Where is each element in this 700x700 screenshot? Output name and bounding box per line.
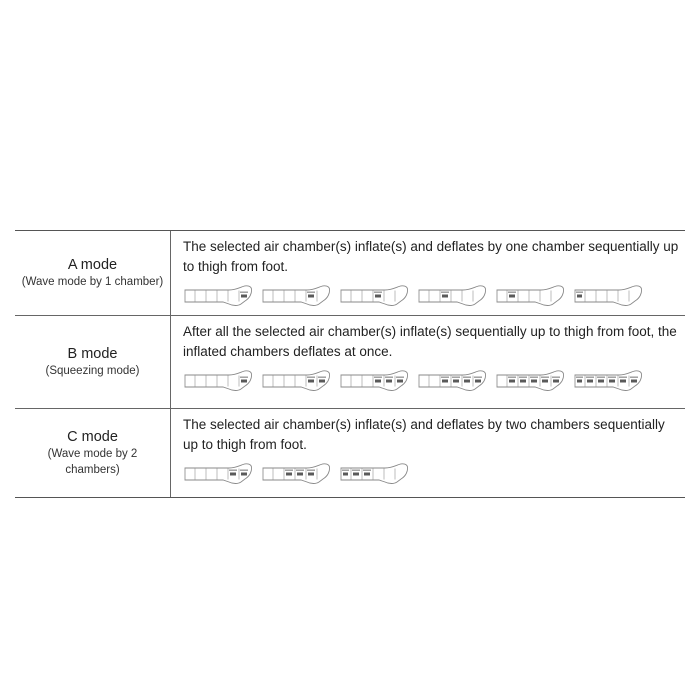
mode-name-cell xyxy=(15,409,171,497)
mode-description-cell xyxy=(171,409,685,497)
leg-chamber-icon xyxy=(417,370,488,392)
mode-row-b xyxy=(15,316,685,409)
mode-row-c xyxy=(15,409,685,497)
leg-chamber-icon xyxy=(339,370,410,392)
mode-description-cell xyxy=(171,316,685,408)
mode-description: The selected air chamber(s) inflate(s) and deflates by two chambers sequentially up to thigh from foot. xyxy=(183,417,665,452)
mode-description: After all the selected air chamber(s) inflate(s) sequentially up to thigh from foot, the inflated chambers deflates at once. xyxy=(183,324,677,359)
mode-subtitle: (Wave mode by 1 chamber) xyxy=(21,276,164,288)
mode-description: The selected air chamber(s) inflate(s) and deflates by one chamber sequentially up to thigh from foot. xyxy=(183,239,679,274)
leg-chamber-icon xyxy=(339,463,410,485)
leg-chamber-icon xyxy=(417,285,488,307)
mode-subtitle: (Wave mode by 2 chambers) xyxy=(47,448,138,476)
mode-name-cell xyxy=(15,231,171,315)
leg-illustration-strip xyxy=(183,285,681,307)
leg-chamber-icon xyxy=(261,370,332,392)
mode-table xyxy=(15,230,685,498)
mode-title: A mode xyxy=(67,257,118,273)
leg-chamber-icon xyxy=(261,463,332,485)
leg-chamber-icon xyxy=(183,370,254,392)
leg-chamber-icon xyxy=(183,285,254,307)
mode-description-cell xyxy=(171,231,685,315)
leg-illustration-strip xyxy=(183,370,681,392)
mode-row-a xyxy=(15,231,685,316)
mode-subtitle: (Squeezing mode) xyxy=(45,365,140,377)
leg-chamber-icon xyxy=(573,370,644,392)
mode-title: B mode xyxy=(67,346,118,362)
leg-illustration-strip xyxy=(183,463,681,485)
leg-chamber-icon xyxy=(183,463,254,485)
mode-name-cell xyxy=(15,316,171,408)
mode-title: C mode xyxy=(67,429,118,445)
leg-chamber-icon xyxy=(339,285,410,307)
leg-chamber-icon xyxy=(495,370,566,392)
leg-chamber-icon xyxy=(573,285,644,307)
leg-chamber-icon xyxy=(261,285,332,307)
leg-chamber-icon xyxy=(495,285,566,307)
